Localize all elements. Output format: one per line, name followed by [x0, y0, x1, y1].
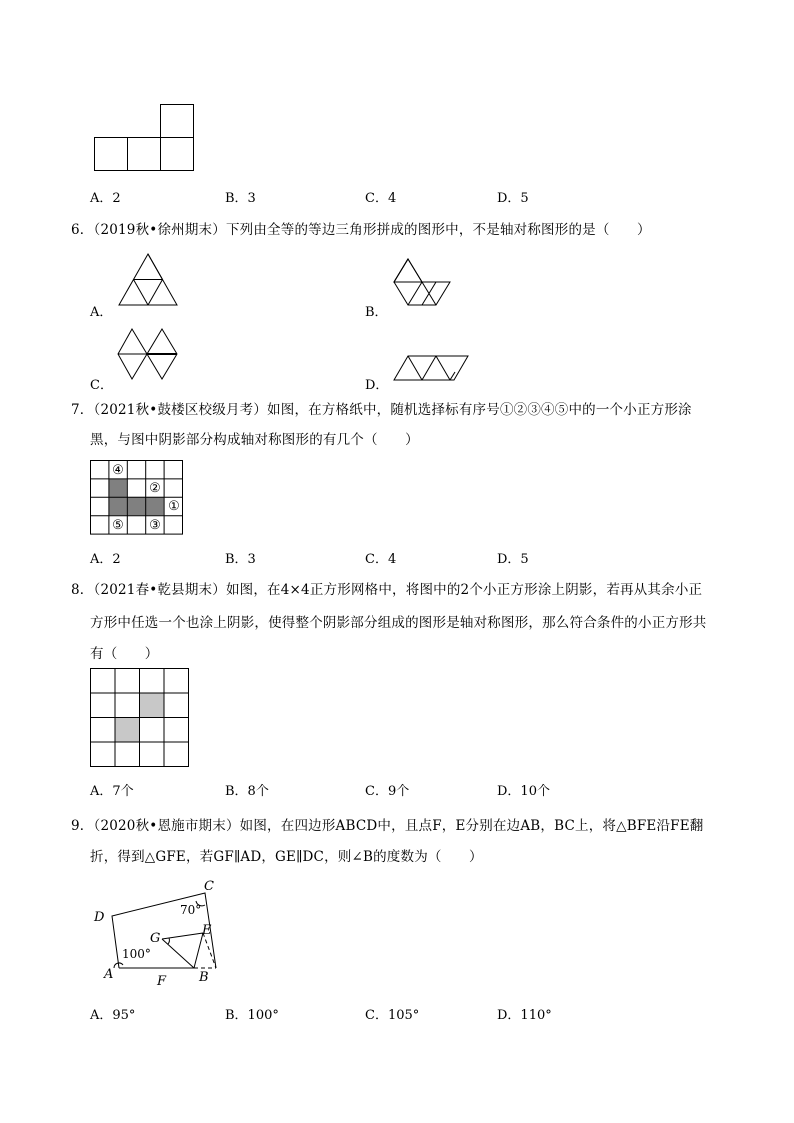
angle-label-c: 70° — [180, 903, 202, 917]
q6-option-c[interactable]: C． — [90, 378, 113, 393]
grid-label-4[interactable]: ④ — [112, 463, 124, 478]
label-a: A — [104, 967, 114, 982]
q6-figure-a[interactable] — [118, 253, 178, 307]
q6-figure-d[interactable] — [393, 355, 469, 381]
q6-figure-b[interactable] — [392, 258, 452, 306]
q5-option-a[interactable]: A．2 — [90, 191, 121, 206]
q8-option-b[interactable]: B．8个 — [225, 784, 269, 799]
q6-option-a[interactable]: A． — [90, 305, 113, 320]
q7-option-a[interactable]: A．2 — [90, 552, 121, 567]
q5-option-c[interactable]: C．4 — [365, 191, 397, 206]
label-b: B — [199, 970, 209, 985]
q7-question-line1: 7．（2021秋•鼓楼区校级月考）如图，在方格纸中，随机选择标有序号①②③④⑤中的一个小正方形涂 — [71, 402, 692, 418]
grid-label-3[interactable]: ③ — [149, 518, 161, 533]
q7-grid-figure — [90, 460, 184, 534]
q7-question-line2: 黑，与图中阴影部分构成轴对称图形的有几个（ ） — [90, 432, 419, 448]
q5-option-d[interactable]: D．5 — [497, 191, 529, 206]
q8-option-c[interactable]: C．9个 — [365, 784, 410, 799]
q9-option-b[interactable]: B．100° — [225, 1008, 279, 1023]
q7-option-d[interactable]: D．5 — [497, 552, 529, 567]
grid-label-1[interactable]: ① — [168, 499, 180, 514]
angle-label-a: 100° — [122, 947, 151, 961]
q9-question-line2: 折，得到△GFE，若GF∥AD，GE∥DC，则∠B的度数为（ ） — [90, 849, 483, 865]
q8-question-line3: 有（ ） — [90, 646, 159, 662]
grid-label-2[interactable]: ② — [149, 481, 161, 496]
q8-question-line2: 方形中任选一个也涂上阴影，使得整个阴影部分组成的图形是轴对称图形，那么符合条件的小正方形共 — [90, 615, 707, 631]
grid-label-5[interactable]: ⑤ — [112, 518, 124, 533]
q7-option-b[interactable]: B．3 — [225, 552, 256, 567]
q6-option-d[interactable]: D． — [365, 378, 389, 393]
label-d: D — [94, 910, 105, 925]
label-e: E — [202, 923, 212, 938]
q9-option-a[interactable]: A．95° — [90, 1008, 136, 1023]
q6-option-b[interactable]: B． — [365, 305, 388, 320]
label-g: G — [150, 931, 161, 946]
q8-option-a[interactable]: A．7个 — [90, 784, 134, 799]
q9-option-d[interactable]: D．110° — [497, 1008, 552, 1023]
q8-option-d[interactable]: D．10个 — [497, 784, 550, 799]
q6-figure-c[interactable] — [117, 328, 179, 380]
q9-option-c[interactable]: C．105° — [365, 1008, 420, 1023]
q9-quadrilateral-figure — [88, 875, 228, 987]
q5-figure — [94, 103, 194, 171]
label-f: F — [157, 974, 167, 989]
q8-question-line1: 8．（2021春•乾县期末）如图，在4×4正方形网格中，将图中的2个小正方形涂上阴影，若再从其余小正 — [71, 582, 703, 598]
q7-option-c[interactable]: C．4 — [365, 552, 397, 567]
q6-question: 6．（2019秋•徐州期末）下列由全等的等边三角形拼成的图形中，不是轴对称图形的是（ ） — [71, 222, 651, 238]
q5-option-b[interactable]: B．3 — [225, 191, 256, 206]
q9-question-line1: 9．（2020秋•恩施市期末）如图，在四边形ABCD中，且点F，E分别在边AB，BC上，将△BFE沿FE翻 — [71, 818, 704, 834]
label-c: C — [204, 879, 214, 894]
q8-grid-figure — [90, 668, 190, 768]
